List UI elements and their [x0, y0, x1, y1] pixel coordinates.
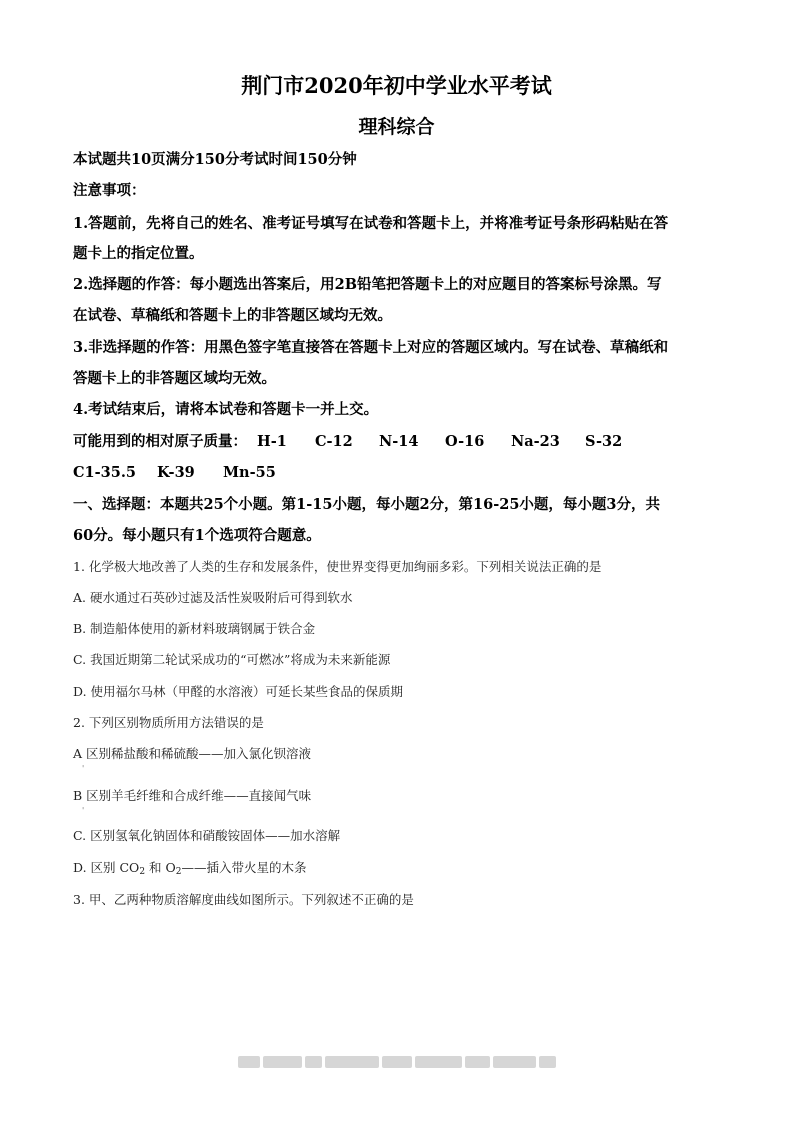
blurred-footer-watermark: [238, 1056, 556, 1068]
option-text: D. 区别 CO: [73, 860, 140, 875]
question-3-stem: 3. 甲、乙两种物质溶解度曲线如图所示。下列叙述不正确的是: [73, 892, 414, 907]
question-1-option-a: A. 硬水通过石英砂过滤及活性炭吸附后可得到软水: [73, 590, 353, 605]
section-heading-line-2: 60分。每小题只有1个选项符合题意。: [73, 527, 321, 544]
section-heading-line-1: 一、选择题：本题共25个小题。第1-15小题，每小题2分，第16-25小题，每小题3分，共: [73, 496, 661, 513]
note-1-line-1: 1.答题前，先将自己的姓名、准考证号填写在试卷和答题卡上，并将准考证号条形码粘贴在答: [73, 215, 669, 232]
question-1-stem: 1. 化学极大地改善了人类的生存和发展条件，使世界变得更加绚丽多彩。下列相关说法正确的是: [73, 559, 602, 574]
note-2-line-2: 在试卷、草稿纸和答题卡上的非答题区域均无效。: [73, 307, 392, 324]
atomic-mass-item: K-39: [157, 464, 195, 481]
question-2-option-b: B 区别羊毛纤维和合成纤维——直接闻气味: [73, 788, 312, 803]
atomic-mass-row-2: [73, 463, 723, 483]
note-3-line-1: 3.非选择题的作答：用黑色签字笔直接答在答题卡上对应的答题区域内。写在试卷、草稿纸和: [73, 339, 669, 356]
atomic-mass-item: Na-23: [511, 433, 560, 450]
atomic-mass-label: 可能用到的相对原子质量：: [73, 433, 247, 450]
atomic-mass-item: C-12: [315, 433, 353, 450]
atomic-mass-item: N-14: [379, 433, 419, 450]
atomic-mass-item: O-16: [445, 433, 485, 450]
atomic-mass-item: Mn-55: [223, 464, 276, 481]
question-2-option-d: [73, 858, 723, 882]
question-2-option-c: C. 区别氢氧化钠固体和硝酸铵固体——加水溶解: [73, 828, 341, 843]
page-subtitle: 理科综合: [358, 116, 435, 138]
question-2-stem: 2. 下列区别物质所用方法错误的是: [73, 715, 264, 730]
subscript: 2: [175, 867, 182, 877]
atomic-mass-item: C1-35.5: [73, 464, 136, 481]
question-1-option-c: C. 我国近期第二轮试采成功的“可燃冰”将成为未来新能源: [73, 652, 391, 667]
question-1-option-b: B. 制造船体使用的新材料玻璃钢属于铁合金: [73, 621, 316, 636]
note-1-line-2: 题卡上的指定位置。: [73, 245, 204, 262]
option-text: 和 O: [145, 860, 176, 875]
page-title: 荆门市2020年初中学业水平考试: [241, 73, 552, 98]
note-2-line-1: 2.选择题的作答：每小题选出答案后，用2B铅笔把答题卡上的对应题目的答案标号涂黑。写: [73, 276, 662, 293]
notice-label: 注意事项：: [73, 182, 146, 199]
atomic-mass-item: H-1: [257, 433, 287, 450]
stray-mark: ': [82, 764, 85, 773]
note-4: 4.考试结束后，请将本试卷和答题卡一并上交。: [73, 401, 379, 418]
option-text: ——插入带火星的木条: [181, 860, 307, 875]
stray-mark: ': [82, 806, 85, 815]
question-1-option-d: D. 使用福尔马林（甲醛的水溶液）可延长某些食品的保质期: [73, 684, 404, 699]
question-2-option-a: A 区别稀盐酸和稀硫酸——加入氯化钡溶液: [73, 746, 312, 761]
note-3-line-2: 答题卡上的非答题区域均无效。: [73, 370, 276, 387]
atomic-mass-item: S-32: [585, 433, 623, 450]
exam-info: 本试题共10页满分150分考试时间150分钟: [73, 151, 357, 168]
atomic-mass-row-1: [73, 432, 723, 452]
subscript: 2: [139, 867, 146, 877]
